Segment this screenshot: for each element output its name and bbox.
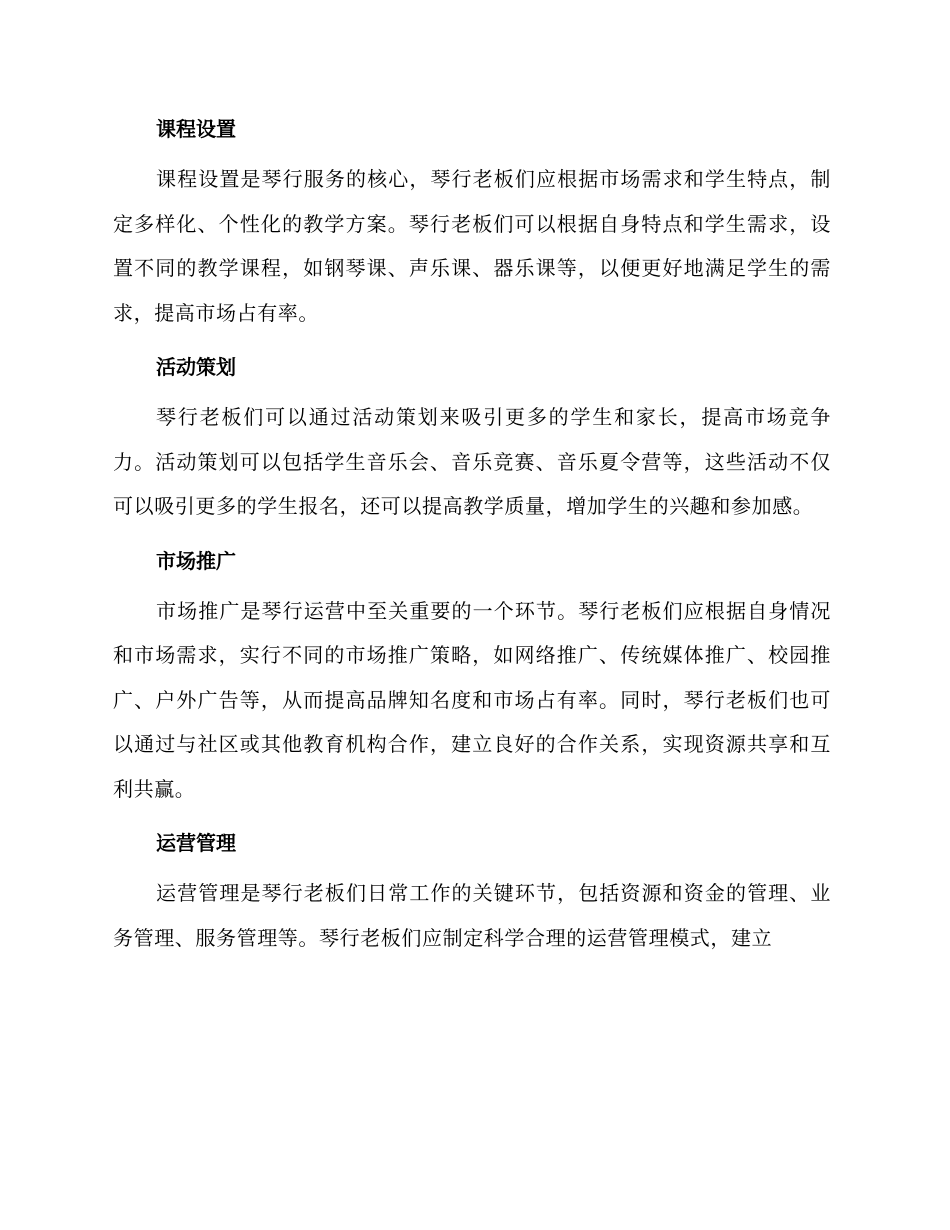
section-heading-course-setup: 课程设置 bbox=[156, 117, 236, 141]
document-content bbox=[113, 113, 831, 960]
section-body-operations: 运营管理是琴行老板们日常工作的关键环节，包括资源和资金的管理、业务管理、服务管理等。琴行老板们应制定科学合理的运营管理模式，建立 bbox=[113, 881, 831, 950]
section-body-marketing: 市场推广是琴行运营中至关重要的一个环节。琴行老板们应根据自身情况和市场需求，实行不同的市场推广策略，如网络推广、传统媒体推广、校园推广、户外广告等，从而提高品牌知名度和市场占有率。同时，琴行老板们也可以通过与社区或其他教育机构合作，建立良好的合作关系，实现资源共享和互利共赢。 bbox=[113, 598, 831, 801]
section-body-course-setup: 课程设置是琴行服务的核心，琴行老板们应根据市场需求和学生特点，制定多样化、个性化的教学方案。琴行老板们可以根据自身特点和学生需求，设置不同的教学课程，如钢琴课、声乐课、器乐课等，以便更好地满足学生的需求，提高市场占有率。 bbox=[113, 167, 831, 325]
section-heading-marketing: 市场推广 bbox=[156, 548, 236, 573]
section-body-event-planning: 琴行老板们可以通过活动策划来吸引更多的学生和家长，提高市场竞争力。活动策划可以包括学生音乐会、音乐竞赛、音乐夏令营等，这些活动不仅可以吸引更多的学生报名，还可以提高教学质量，增加学生的兴趣和参加感。 bbox=[113, 405, 831, 518]
section-heading-operations: 运营管理 bbox=[156, 831, 236, 855]
section-heading-event-planning: 活动策划 bbox=[156, 355, 236, 379]
